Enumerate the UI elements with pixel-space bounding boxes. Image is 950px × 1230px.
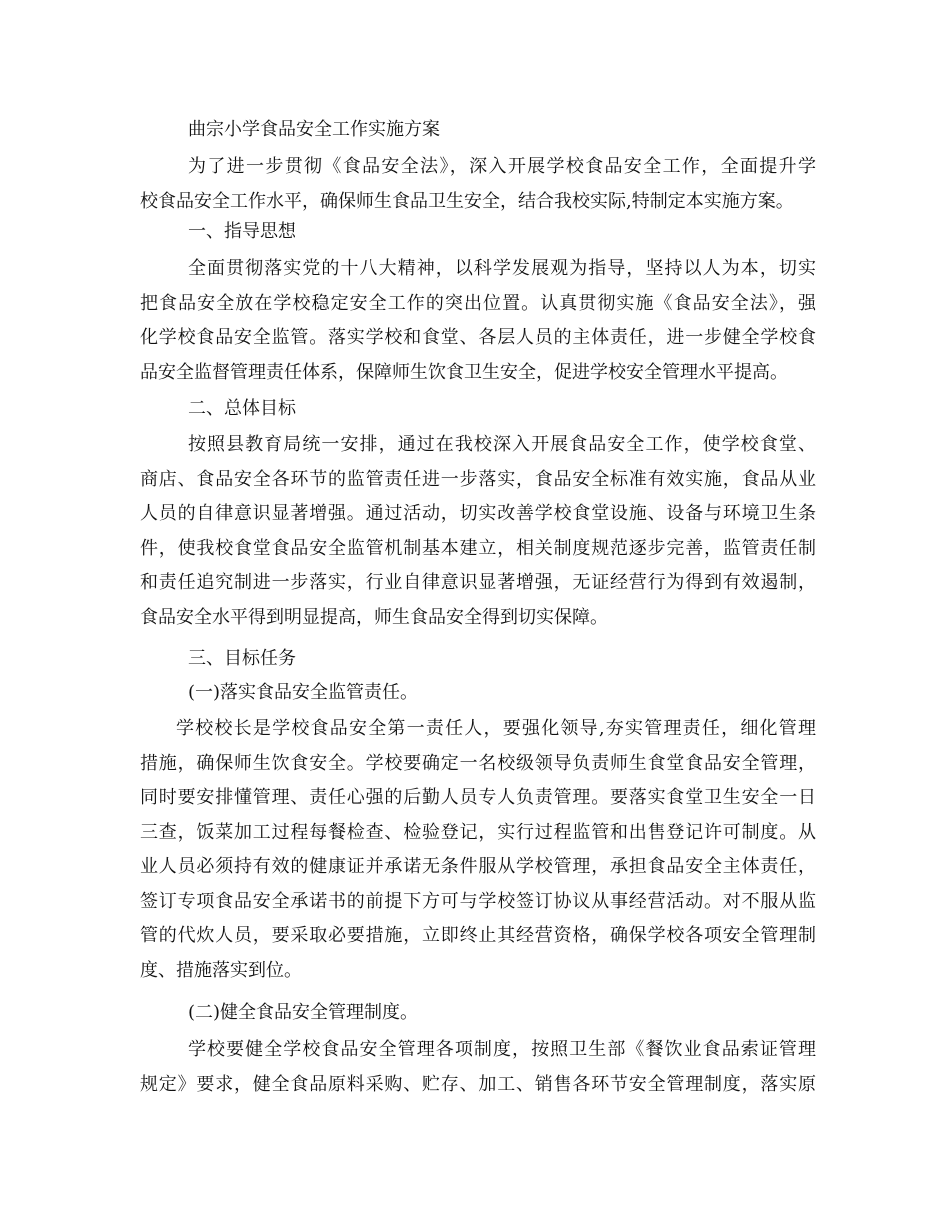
section2-line: 人员的自律意识显著增强。通过活动，切实改善学校食堂设施、设备与环境卫生条	[140, 503, 816, 524]
intro-line: 校食品安全工作水平，确保师生食品卫生安全，结合我校实际,特制定本实施方案。	[140, 190, 794, 212]
section1-line: 把食品安全放在学校稳定安全工作的突出位置。认真贯彻实施《食品安全法》，强	[140, 292, 816, 314]
subsection1-line: 措施，确保师生饮食安全。学校要确定一名校级领导负责师生食堂食品安全管理，	[140, 752, 816, 774]
subsection2-paragraph	[140, 1033, 816, 1102]
section-heading-overall-goal: 二、总体目标	[188, 398, 296, 419]
section1-line: 化学校食品安全监管。落实学校和食堂、各层人员的主体责任，进一步健全学校食	[140, 327, 816, 348]
subsection1-line: 业人员必须持有效的健康证并承诺无条件服从学校管理，承担食品安全主体责任，	[140, 856, 816, 877]
section2-paragraph	[140, 428, 816, 635]
section1-line: 品安全监督管理责任体系，保障师生饮食卫生安全，促进学校安全管理水平提高。	[140, 361, 788, 383]
subsection1-line: 签订专项食品安全承诺书的前提下方可与学校签订协议从事经营活动。对不服从监	[140, 890, 816, 912]
subsection2-line: 学校要健全学校食品安全管理各项制度，按照卫生部《餐饮业食品索证管理	[188, 1039, 816, 1060]
intro-line: 为了进一步贯彻《食品安全法》，深入开展学校食品安全工作，全面提升学	[188, 156, 816, 177]
subsection-heading-supervision: (一)落实食品安全监管责任。	[188, 682, 419, 703]
section1-line: 全面贯彻落实党的十八大精神，以科学发展观为指导，坚持以人为本，切实	[188, 258, 816, 279]
subsection1-line: 三查，饭菜加工过程每餐检查、检验登记，实行过程监管和出售登记许可制度。从	[140, 821, 816, 843]
section2-line: 按照县教育局统一安排，通过在我校深入开展食品安全工作，使学校食堂、	[188, 434, 816, 455]
subsection1-line: 度、措施落实到位。	[140, 959, 302, 981]
section-heading-target-tasks: 三、目标任务	[188, 648, 296, 669]
subsection1-paragraph	[140, 712, 816, 988]
subsection2-line: 规定》要求，健全食品原料采购、贮存、加工、销售各环节安全管理制度，落实原	[140, 1073, 816, 1095]
section-heading-guiding-ideology: 一、指导思想	[188, 221, 296, 242]
section2-line: 食品安全水平得到明显提高，师生食品安全得到切实保障。	[140, 606, 608, 628]
document-title: 曲宗小学食品安全工作实施方案	[188, 119, 440, 140]
section2-line: 件，使我校食堂食品安全监管机制基本建立，相关制度规范逐步完善，监管责任制	[140, 537, 816, 559]
subsection1-line: 管的代炊人员，要采取必要措施，立即终止其经营资格，确保学校各项安全管理制	[140, 925, 816, 946]
subsection-heading-management-system: (二)健全食品安全管理制度。	[188, 1002, 419, 1023]
intro-paragraph	[140, 150, 816, 219]
section2-line: 和责任追究制进一步落实，行业自律意识显著增强，无证经营行为得到有效遏制，	[140, 572, 816, 593]
section1-paragraph	[140, 252, 816, 390]
subsection1-line: 学校校长是学校食品安全第一责任人，要强化领导,夯实管理责任，细化管理	[176, 718, 816, 739]
section2-line: 商店、食品安全各环节的监管责任进一步落实，食品安全标准有效实施，食品从业	[140, 468, 816, 490]
subsection1-line: 同时要安排懂管理、责任心强的后勤人员专人负责管理。要落实食堂卫生安全一日	[140, 787, 816, 808]
